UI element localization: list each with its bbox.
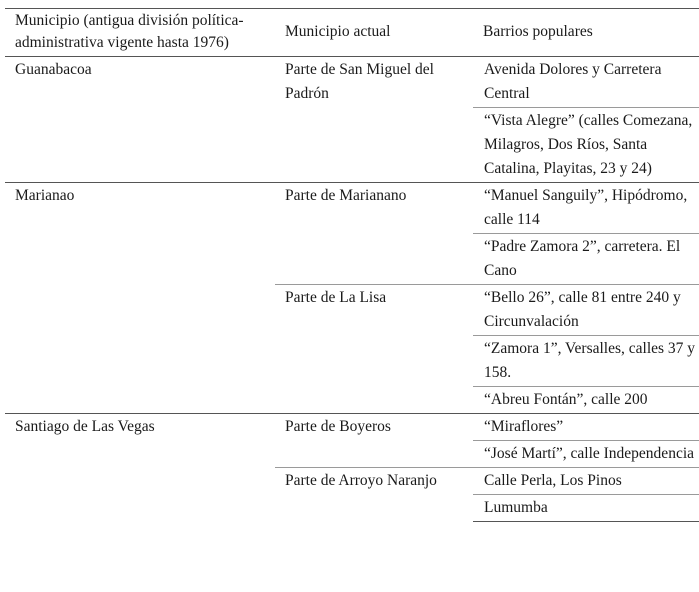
barrio-cell: “Zamora 1”, Versalles, calles 37 y 158. xyxy=(473,336,699,387)
current-municipality-cell: Parte de Marianano xyxy=(275,183,473,285)
barrio-cell: “Abreu Fontán”, calle 200 xyxy=(473,387,699,414)
barrio-cell: Avenida Dolores y Carretera Central xyxy=(473,57,699,108)
barrio-cell: “Bello 26”, calle 81 entre 240 y Circunvalación xyxy=(473,285,699,336)
barrio-cell: Calle Perla, Los Pinos xyxy=(473,468,699,495)
barrio-cell: “José Martí”, calle Independencia xyxy=(473,441,699,468)
current-municipality-cell: Parte de San Miguel del Padrón xyxy=(275,57,473,183)
table-row xyxy=(5,414,699,441)
table-row xyxy=(5,57,699,108)
barrios-table xyxy=(5,8,699,522)
barrio-cell: Lumumba xyxy=(473,495,699,522)
old-municipality-cell: Santiago de Las Vegas xyxy=(5,414,275,522)
header-current-municipality: Municipio actual xyxy=(275,9,473,57)
barrio-cell: “Padre Zamora 2”, carretera. El Cano xyxy=(473,234,699,285)
current-municipality-cell: Parte de La Lisa xyxy=(275,285,473,414)
header-old-municipality: Municipio (antigua división política-administrativa vigente hasta 1976) xyxy=(5,9,275,57)
barrio-cell: “Vista Alegre” (calles Comezana, Milagros, Dos Ríos, Santa Catalina, Playitas, 23 y 24) xyxy=(473,108,699,183)
barrio-cell: “Manuel Sanguily”, Hipódromo, calle 114 xyxy=(473,183,699,234)
current-municipality-cell: Parte de Boyeros xyxy=(275,414,473,468)
header-popular-barrios: Barrios populares xyxy=(473,9,699,57)
barrio-cell: “Miraflores” xyxy=(473,414,699,441)
old-municipality-cell: Marianao xyxy=(5,183,275,414)
old-municipality-cell: Guanabacoa xyxy=(5,57,275,183)
table-row xyxy=(5,183,699,234)
header-row xyxy=(5,9,699,57)
current-municipality-cell: Parte de Arroyo Naranjo xyxy=(275,468,473,522)
